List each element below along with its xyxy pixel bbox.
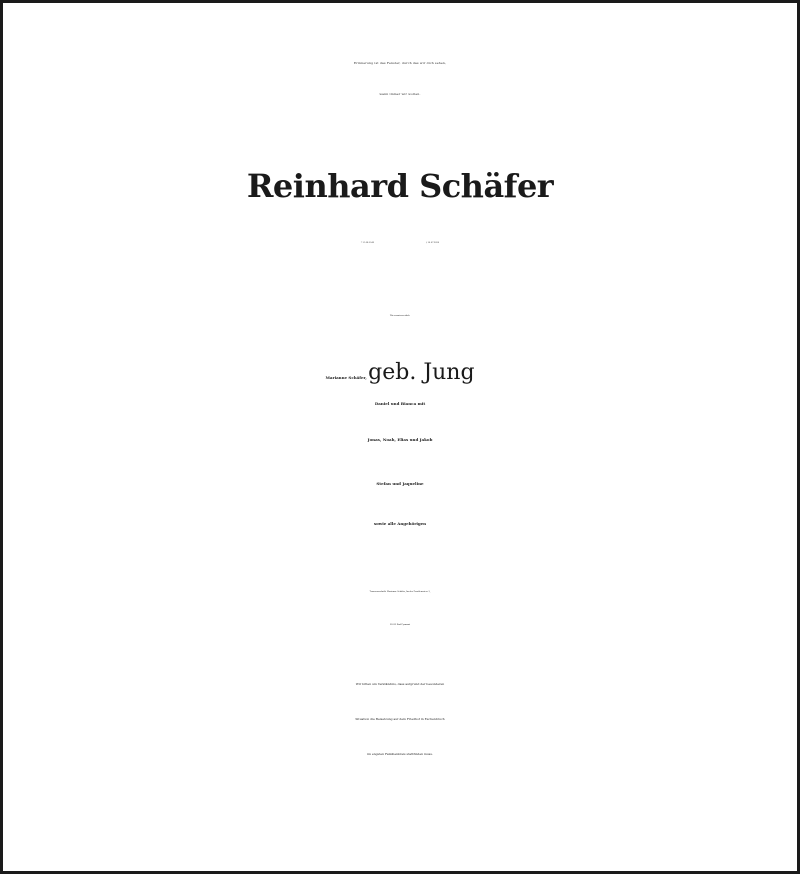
- mourner-line-3: Jonas, Noah, Elias und Jakob: [367, 437, 433, 442]
- mourner-line-1: [0, 362, 800, 384]
- motto-line-2: wann immer wir wollen.: [379, 92, 421, 96]
- mourner-name: Marianne Schäfer,: [325, 375, 367, 380]
- mourner-line-2: Daniel und Bianca mit: [374, 401, 426, 406]
- notice-line-1: Wir bitten um Verständnis, dass aufgrund der besonderen: [355, 682, 445, 686]
- notice-line-2: Situation die Beisetzung auf dem Friedhof in Eschenbruch: [355, 717, 445, 721]
- message: Wir vermissen dich.: [389, 315, 411, 317]
- birth-date: * 15.08.1946: [360, 242, 374, 244]
- life-dates: [0, 242, 800, 244]
- mourner-line-5: sowie alle Angehörigen: [373, 521, 427, 526]
- deceased-name: Reinhard Schäfer: [246, 167, 554, 205]
- motto-line-1: Erinnerung ist das Fenster, durch das wir dich sehen,: [353, 61, 447, 65]
- address-line-1: Traueranschrift: Marianne Schäfer, An der Preußenwiese 3,: [369, 591, 431, 593]
- mourner-note: geb. Jung: [368, 360, 475, 385]
- address-line-2: 31812 Bad Pyrmont: [389, 624, 411, 626]
- death-date: † 14.07.2020: [426, 242, 440, 244]
- mourner-line-4: Stefan und Jaqueline: [376, 481, 424, 486]
- notice-line-3: im engsten Familienkreis stattfinden muss.: [367, 752, 433, 756]
